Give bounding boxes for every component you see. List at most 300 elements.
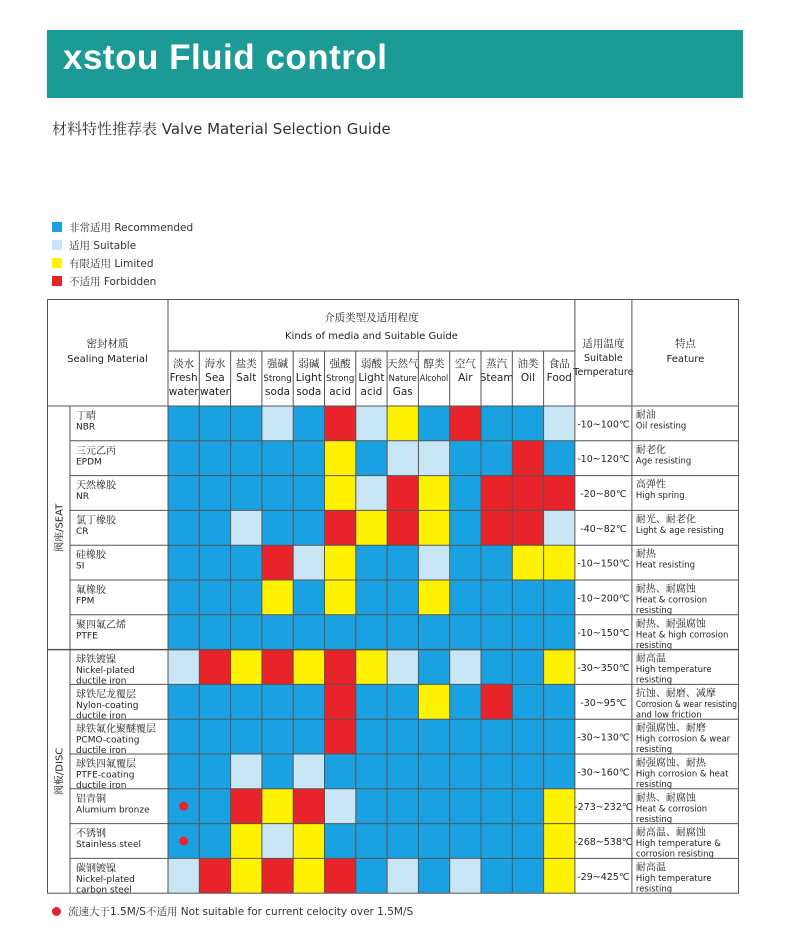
material-name: 丁晴 xyxy=(76,411,96,422)
red-dot-icon xyxy=(52,907,61,916)
feature-header: Feature xyxy=(666,354,705,365)
media-cell xyxy=(544,406,575,441)
media-cell xyxy=(231,650,262,685)
red-dot-icon xyxy=(179,837,188,846)
feature-text: and low friction xyxy=(635,710,702,721)
sealing-header-cn: 密封材质 xyxy=(86,338,129,350)
media-cell xyxy=(356,406,387,441)
media-cell xyxy=(168,406,199,441)
media-cell xyxy=(293,580,324,615)
material-name: Stainless steel xyxy=(76,840,142,851)
media-cell xyxy=(293,615,324,650)
media-cell xyxy=(512,824,543,859)
legend-swatch xyxy=(52,276,62,286)
legend xyxy=(52,218,193,290)
media-cell xyxy=(481,824,512,859)
media-header-label: 空气 xyxy=(454,358,476,370)
media-cell xyxy=(544,789,575,824)
media-cell xyxy=(450,580,481,615)
media-header-label: 盐类 xyxy=(235,358,257,370)
media-cell xyxy=(481,441,512,476)
media-cell xyxy=(325,406,356,441)
material-name: carbon steel xyxy=(76,885,132,896)
media-header-label: Food xyxy=(546,372,572,384)
feature-text: 耐光、耐老化 xyxy=(635,514,696,526)
material-name: 氟橡胶 xyxy=(76,585,106,596)
media-cell xyxy=(262,824,293,859)
feature-text: resisting xyxy=(635,640,673,651)
media-header-label: soda xyxy=(296,386,322,398)
legend-label: 非常适用 Recommended xyxy=(69,221,194,234)
feature-text: 耐热 xyxy=(635,549,656,561)
media-cell xyxy=(199,858,230,893)
media-cell xyxy=(231,615,262,650)
media-cell xyxy=(512,580,543,615)
media-cell xyxy=(168,858,199,893)
material-name: 球铁氟化聚醚覆层 xyxy=(76,724,156,736)
temperature-range: -268~538℃ xyxy=(574,837,633,848)
footnote xyxy=(52,904,413,919)
media-header-label: Nature xyxy=(388,374,417,384)
media-cell xyxy=(544,615,575,650)
material-name: Nickel-plated xyxy=(76,874,135,885)
media-header-label: 淡水 xyxy=(173,358,195,370)
media-header-label: 油类 xyxy=(517,358,539,370)
media-cell xyxy=(293,824,324,859)
material-name: CR xyxy=(76,526,89,537)
material-name: ductile iron xyxy=(76,711,127,722)
media-cell xyxy=(544,476,575,511)
media-cell xyxy=(293,858,324,893)
legend-swatch xyxy=(52,258,62,268)
media-cell xyxy=(387,510,418,545)
temperature-range: -10~100℃ xyxy=(577,419,630,431)
media-cell xyxy=(356,719,387,754)
media-cell xyxy=(512,406,543,441)
media-cell xyxy=(481,684,512,719)
media-cell xyxy=(512,545,543,580)
media-cell xyxy=(231,719,262,754)
media-cell xyxy=(544,580,575,615)
media-cell xyxy=(481,615,512,650)
temperature-range: -273~232℃ xyxy=(574,802,633,814)
material-name: EPDM xyxy=(76,457,102,468)
temperature-range: -10~150℃ xyxy=(577,558,630,570)
material-name: ductile iron xyxy=(76,781,127,791)
feature-text: Heat & corrosion xyxy=(635,595,708,606)
media-cell xyxy=(418,615,449,650)
media-cell xyxy=(356,510,387,545)
feature-text: High temperature xyxy=(635,665,712,676)
feature-text: corrosion resisting xyxy=(635,849,714,860)
media-cell xyxy=(356,684,387,719)
media-cell xyxy=(450,441,481,476)
media-cell xyxy=(450,719,481,754)
media-cell xyxy=(168,580,199,615)
media-cell xyxy=(356,789,387,824)
media-cell xyxy=(544,650,575,685)
media-cell xyxy=(418,789,449,824)
media-cell xyxy=(418,545,449,580)
media-cell xyxy=(418,580,449,615)
material-name: NBR xyxy=(76,422,96,433)
media-cell xyxy=(418,754,449,789)
media-cell xyxy=(544,441,575,476)
media-cell xyxy=(199,789,230,824)
feature-text: 耐强腐蚀、耐磨 xyxy=(635,723,706,735)
media-header-label: water xyxy=(199,386,230,398)
media-cell xyxy=(293,441,324,476)
media-cell xyxy=(168,545,199,580)
media-cell xyxy=(293,650,324,685)
media-cell xyxy=(231,789,262,824)
material-name: PTFE-coating xyxy=(76,770,135,781)
media-cell xyxy=(199,754,230,789)
media-cell xyxy=(544,719,575,754)
temperature-range: -30~95℃ xyxy=(580,697,627,709)
title-banner xyxy=(47,30,743,98)
media-cell xyxy=(418,406,449,441)
temperature-range: -30~350℃ xyxy=(577,663,630,674)
media-cell xyxy=(387,789,418,824)
media-cell xyxy=(356,615,387,650)
legend-item xyxy=(52,218,193,236)
media-header-label: Strong xyxy=(326,374,355,384)
material-name: PTFE xyxy=(76,631,98,642)
feature-text: 耐高温、耐腐蚀 xyxy=(635,827,706,839)
media-cell xyxy=(418,441,449,476)
feature-text: resisting xyxy=(635,745,673,756)
media-cell xyxy=(231,441,262,476)
media-cell xyxy=(231,476,262,511)
media-cell xyxy=(450,615,481,650)
temperature-range: -20~80℃ xyxy=(580,489,627,500)
feature-text: resisting xyxy=(635,606,673,616)
media-cell xyxy=(199,510,230,545)
media-cell xyxy=(262,858,293,893)
media-cell xyxy=(262,580,293,615)
media-cell xyxy=(512,650,543,685)
media-header-label: 蒸汽 xyxy=(486,358,508,370)
media-cell xyxy=(387,754,418,789)
feature-text: Oil resisting xyxy=(635,421,687,432)
feature-text: High spring xyxy=(635,491,685,502)
media-cell xyxy=(356,824,387,859)
media-cell xyxy=(418,510,449,545)
media-cell xyxy=(325,580,356,615)
temperature-range: -10~120℃ xyxy=(577,454,630,466)
media-cell xyxy=(168,754,199,789)
media-cell xyxy=(544,545,575,580)
media-cell xyxy=(262,754,293,789)
media-cell xyxy=(450,510,481,545)
media-cell xyxy=(512,510,543,545)
material-name: 天然橡胶 xyxy=(76,480,116,492)
material-name: 聚四氟乙烯 xyxy=(76,619,126,631)
media-cell xyxy=(325,824,356,859)
media-header-label: 天然气 xyxy=(387,358,419,370)
media-cell xyxy=(512,476,543,511)
media-cell xyxy=(512,615,543,650)
media-cell xyxy=(356,754,387,789)
media-header-label: acid xyxy=(329,386,352,398)
media-cell xyxy=(387,476,418,511)
media-cell xyxy=(199,476,230,511)
media-cell xyxy=(387,858,418,893)
media-cell xyxy=(356,858,387,893)
media-cell xyxy=(387,545,418,580)
media-cell xyxy=(262,789,293,824)
media-cell xyxy=(544,858,575,893)
media-cell xyxy=(325,476,356,511)
media-cell xyxy=(231,684,262,719)
media-header-label: 海水 xyxy=(204,358,226,370)
feature-text: 耐热、耐强腐蚀 xyxy=(635,618,706,630)
media-cell xyxy=(481,476,512,511)
media-cell xyxy=(450,545,481,580)
material-selection-table xyxy=(47,299,739,903)
media-cell xyxy=(481,789,512,824)
media-cell xyxy=(168,441,199,476)
media-cell xyxy=(481,754,512,789)
media-cell xyxy=(450,824,481,859)
media-cell xyxy=(199,545,230,580)
media-cell xyxy=(325,545,356,580)
media-cell xyxy=(544,754,575,789)
media-cell xyxy=(512,719,543,754)
media-cell xyxy=(450,476,481,511)
material-name: 氯丁橡胶 xyxy=(76,515,116,527)
legend-swatch xyxy=(52,222,62,232)
red-dot-icon xyxy=(179,802,188,811)
media-cell xyxy=(293,684,324,719)
feature-text: resisting xyxy=(635,675,673,686)
group-label: 阀板/DISC xyxy=(54,747,66,796)
feature-text: High temperature & xyxy=(635,839,721,850)
legend-swatch xyxy=(52,240,62,250)
media-cell xyxy=(293,406,324,441)
media-cell xyxy=(231,406,262,441)
media-header-label: Gas xyxy=(392,386,413,398)
media-cell xyxy=(387,824,418,859)
legend-item xyxy=(52,272,193,290)
media-cell xyxy=(325,754,356,789)
material-name: ductile iron xyxy=(76,746,127,757)
media-cell xyxy=(168,719,199,754)
media-cell xyxy=(325,719,356,754)
media-cell xyxy=(168,476,199,511)
temperature-range: -29~425℃ xyxy=(577,871,630,883)
media-cell xyxy=(199,650,230,685)
media-cell xyxy=(293,476,324,511)
media-cell xyxy=(450,789,481,824)
feature-text: High corrosion & heat xyxy=(635,769,729,780)
media-cell xyxy=(199,580,230,615)
temperature-range: -30~160℃ xyxy=(577,767,630,779)
media-cell xyxy=(512,441,543,476)
media-cell xyxy=(481,406,512,441)
media-cell xyxy=(325,615,356,650)
media-cell xyxy=(544,510,575,545)
media-cell xyxy=(356,650,387,685)
feature-text: 耐热、耐腐蚀 xyxy=(635,792,696,804)
media-cell xyxy=(231,545,262,580)
media-header-label: Salt xyxy=(236,372,257,384)
media-header-en: Kinds of media and Suitable Guide xyxy=(285,331,458,342)
media-cell xyxy=(262,476,293,511)
media-header-label: Alcohol xyxy=(419,374,449,384)
media-header-label: 弱碱 xyxy=(298,358,320,370)
material-name: PCMO-coating xyxy=(76,735,140,746)
media-cell xyxy=(262,684,293,719)
media-cell xyxy=(262,719,293,754)
feature-text: 耐强腐蚀、耐热 xyxy=(635,758,706,769)
media-cell xyxy=(387,684,418,719)
media-cell xyxy=(231,754,262,789)
media-cell xyxy=(325,684,356,719)
temperature-range: -10~200℃ xyxy=(577,593,630,605)
media-header-label: 强酸 xyxy=(329,358,351,370)
media-header-label: 强碱 xyxy=(267,358,289,370)
media-cell xyxy=(418,650,449,685)
media-cell xyxy=(356,441,387,476)
media-cell xyxy=(199,684,230,719)
media-header-label: 弱酸 xyxy=(360,358,382,370)
material-name: Alumium bronze xyxy=(76,805,150,816)
temperature-header: Suitable xyxy=(584,353,623,364)
media-cell xyxy=(293,789,324,824)
media-cell xyxy=(418,719,449,754)
legend-label: 不适用 Forbidden xyxy=(69,275,157,288)
media-cell xyxy=(387,615,418,650)
media-header-label: water xyxy=(168,386,199,398)
sealing-header-en: Sealing Material xyxy=(67,354,148,365)
material-name: Nickel-plated xyxy=(76,666,135,677)
media-cell xyxy=(199,615,230,650)
temperature-range: -10~150℃ xyxy=(577,628,630,640)
page-subtitle: 材料特性推荐表 Valve Material Selection Guide xyxy=(52,120,391,138)
media-cell xyxy=(387,650,418,685)
feature-text: High corrosion & wear xyxy=(635,734,731,745)
media-header-cn: 介质类型及适用程度 xyxy=(324,312,419,324)
media-cell xyxy=(450,406,481,441)
media-cell xyxy=(199,441,230,476)
material-name: 球铁尼龙覆层 xyxy=(76,689,136,701)
legend-label: 有限适用 Limited xyxy=(69,257,154,270)
media-cell xyxy=(418,684,449,719)
media-cell xyxy=(481,858,512,893)
media-cell xyxy=(325,789,356,824)
temperature-range: -40~82℃ xyxy=(580,523,627,535)
feature-text: Heat & high corrosion xyxy=(635,630,729,641)
material-name: 三元乙丙 xyxy=(76,445,116,457)
media-cell xyxy=(262,406,293,441)
media-header-label: Light xyxy=(295,372,322,384)
media-cell xyxy=(231,824,262,859)
media-cell xyxy=(356,476,387,511)
media-cell xyxy=(450,650,481,685)
media-cell xyxy=(293,719,324,754)
media-cell xyxy=(481,510,512,545)
material-name: Nylon-coating xyxy=(76,700,139,711)
feature-text: 耐高温 xyxy=(635,862,666,874)
feature-text: 耐热、耐腐蚀 xyxy=(635,584,696,595)
material-name: 不锈钢 xyxy=(76,828,106,840)
media-cell xyxy=(512,789,543,824)
media-cell xyxy=(168,650,199,685)
media-cell xyxy=(387,406,418,441)
media-cell xyxy=(418,476,449,511)
media-cell xyxy=(262,545,293,580)
feature-text: 高弹性 xyxy=(635,479,666,491)
media-cell xyxy=(262,650,293,685)
media-cell xyxy=(450,858,481,893)
media-cell xyxy=(231,580,262,615)
media-header-label: soda xyxy=(265,386,291,398)
media-cell xyxy=(168,510,199,545)
banner-title: xstou Fluid control xyxy=(63,38,388,77)
media-cell xyxy=(387,580,418,615)
feature-text: resisting xyxy=(635,780,673,790)
media-cell xyxy=(512,684,543,719)
media-cell xyxy=(387,441,418,476)
material-name: 碳钢镀镍 xyxy=(76,863,116,875)
media-header-label: acid xyxy=(360,386,383,398)
feature-text: 抗蚀、耐磨、减摩 xyxy=(635,688,716,700)
media-header-label: Light xyxy=(358,372,385,384)
feature-text: 耐油 xyxy=(635,410,656,421)
media-cell xyxy=(481,580,512,615)
group-label: 阀座/SEAT xyxy=(54,503,66,552)
legend-item xyxy=(52,236,193,254)
media-cell xyxy=(544,824,575,859)
media-cell xyxy=(168,684,199,719)
media-header-label: Steam xyxy=(479,372,514,384)
media-cell xyxy=(325,650,356,685)
feature-text: resisting xyxy=(635,814,673,825)
media-cell xyxy=(293,754,324,789)
media-header-label: Oil xyxy=(520,372,536,384)
media-cell xyxy=(168,615,199,650)
media-cell xyxy=(262,441,293,476)
feature-text: 耐老化 xyxy=(635,444,666,456)
temperature-header: Temperature xyxy=(573,367,634,378)
media-cell xyxy=(387,719,418,754)
media-cell xyxy=(418,824,449,859)
media-cell xyxy=(356,545,387,580)
media-cell xyxy=(418,858,449,893)
media-cell xyxy=(512,754,543,789)
media-cell xyxy=(325,441,356,476)
media-cell xyxy=(356,580,387,615)
media-cell xyxy=(481,719,512,754)
media-cell xyxy=(512,858,543,893)
media-header-label: Air xyxy=(458,372,473,384)
material-name: ductile iron xyxy=(76,676,127,687)
legend-label: 适用 Suitable xyxy=(69,239,137,252)
temperature-header: 适用温度 xyxy=(582,338,625,350)
media-header-label: 醇类 xyxy=(423,358,445,370)
footnote-text: 流速大于1.5M/S不适用 Not suitable for current celocity over 1.5M/S xyxy=(68,906,414,918)
media-header-label: Strong xyxy=(263,374,292,384)
feature-text: Age resisting xyxy=(635,456,692,467)
media-cell xyxy=(231,510,262,545)
media-cell xyxy=(262,510,293,545)
media-cell xyxy=(544,684,575,719)
material-name: 球铁四氟覆层 xyxy=(76,759,136,770)
material-name: NR xyxy=(76,492,89,503)
material-name: 球铁镀镍 xyxy=(76,654,116,666)
